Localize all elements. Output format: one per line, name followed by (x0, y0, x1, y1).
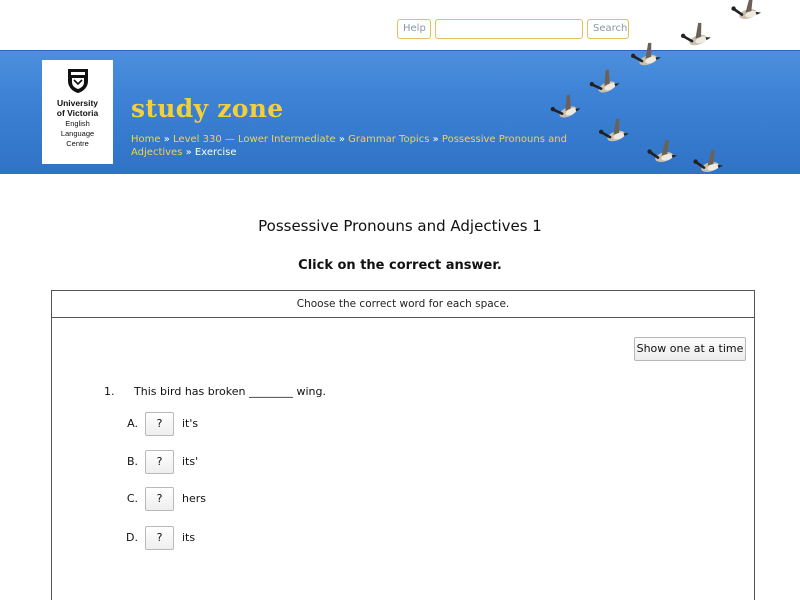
page-title: Possessive Pronouns and Adjectives 1 (258, 217, 542, 235)
logo-of-victoria: of Victoria (56, 108, 99, 118)
breadcrumb-level-link[interactable]: Level 330 — Lower Intermediate (173, 134, 336, 145)
breadcrumb-topic-link[interactable]: Possessive Pronouns and (441, 134, 567, 145)
breadcrumb-topic-link-cont[interactable]: Adjectives (131, 147, 183, 158)
goose-icon (646, 138, 678, 165)
option-letter: A. (127, 417, 138, 430)
logo-english: English (65, 119, 90, 128)
answer-b-button[interactable]: ? (145, 450, 174, 474)
exercise-panel-heading: Choose the correct word for each space. (51, 290, 755, 318)
option-text: its' (182, 455, 199, 468)
site-title: study zone (131, 94, 284, 123)
breadcrumb-current: Exercise (194, 147, 237, 158)
search-button[interactable]: Search (587, 19, 629, 39)
instruction-text: Click on the correct answer. (298, 258, 502, 273)
goose-icon (587, 67, 621, 97)
goose-icon (629, 41, 662, 70)
goose-icon (730, 0, 762, 22)
goose-icon (692, 148, 724, 175)
option-letter: D. (126, 531, 138, 544)
option-text: hers (182, 492, 206, 505)
goose-icon (597, 117, 630, 146)
answer-a-button[interactable]: ? (145, 412, 174, 436)
option-text: it's (182, 417, 199, 430)
breadcrumb-separator: » (335, 134, 349, 145)
answer-d-button[interactable]: ? (145, 526, 174, 550)
goose-icon (679, 21, 712, 50)
breadcrumb-separator: » (429, 134, 442, 145)
option-letter: B. (126, 455, 138, 468)
question-number: 1. (104, 385, 115, 398)
breadcrumb-grammar-topics-link[interactable]: Grammar Topics (348, 134, 430, 145)
option-letter: C. (126, 492, 138, 505)
logo-centre: Centre (66, 139, 89, 148)
breadcrumb (131, 133, 571, 159)
help-button[interactable]: Help (397, 19, 431, 39)
breadcrumb-separator: » (160, 134, 174, 145)
answer-c-button[interactable]: ? (145, 487, 174, 511)
uvic-logo[interactable] (42, 60, 113, 164)
logo-language: Language (60, 129, 95, 138)
flying-geese-decoration (540, 0, 800, 190)
goose-icon (548, 92, 582, 122)
option-text: its (182, 531, 196, 544)
question-text: This bird has broken ________ wing. (134, 385, 326, 398)
logo-university: University (56, 98, 99, 108)
breadcrumb-separator: » (182, 147, 195, 158)
breadcrumb-home-link[interactable]: Home (131, 134, 161, 145)
show-one-at-a-time-button[interactable]: Show one at a time (634, 337, 746, 361)
shield-icon (67, 68, 89, 94)
